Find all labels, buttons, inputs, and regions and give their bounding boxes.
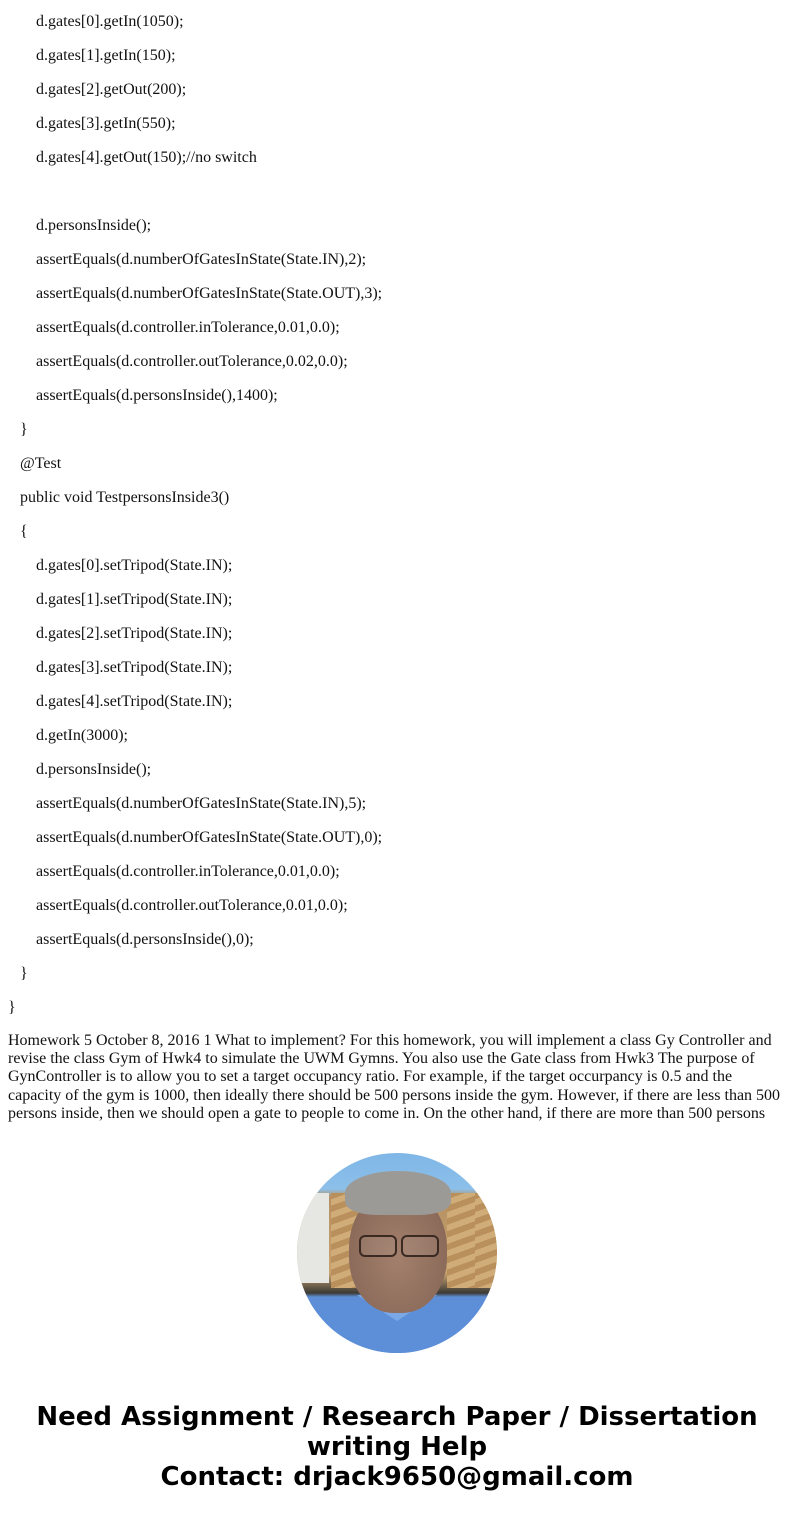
code-line: @Test (20, 455, 62, 472)
code-line: } (8, 999, 16, 1016)
code-line: d.gates[2].setTripod(State.IN); (36, 625, 233, 642)
photo-hair (345, 1171, 451, 1215)
code-line: assertEquals(d.personsInside(),1400); (36, 387, 278, 404)
code-line: d.gates[0].getIn(1050); (36, 13, 184, 30)
code-line: assertEquals(d.numberOfGatesInState(State.IN),2); (36, 251, 367, 268)
code-line: d.getIn(3000); (36, 727, 128, 744)
banner-contact-email[interactable]: Contact: drjack9650@gmail.com (160, 1462, 634, 1492)
photo-background-wall (297, 1193, 329, 1283)
code-line: assertEquals(d.controller.inTolerance,0.01,0.0); (36, 863, 340, 880)
author-photo (297, 1153, 497, 1353)
code-line: d.gates[3].getIn(550); (36, 115, 176, 132)
banner-line-1: Need Assignment / Research Paper / Dissertation (36, 1402, 758, 1432)
homework-description: Homework 5 October 8, 2016 1 What to implement? For this homework, you will implement a class Gy Controller and revise the class Gym of Hwk4 to simulate the UWM Gymns. You also use the Gate class from Hwk3 The purpose of GynController is to allow you to set a target occupancy ratio. For example, if the target occurpancy is 0.5 and the capacity of the gym is 1000, then ideally there should be 500 persons inside the gym. However, if there are less than 500 persons inside, then we should open a gate to people to come in. On the other hand, if there are more than 500 persons (8, 1032, 781, 1122)
code-line: d.gates[1].setTripod(State.IN); (36, 591, 233, 608)
code-line: d.gates[0].setTripod(State.IN); (36, 557, 233, 574)
code-line: public void TestpersonsInside3() (20, 489, 230, 506)
code-line: assertEquals(d.controller.outTolerance,0.01,0.0); (36, 897, 348, 914)
photo-background-panel (447, 1193, 475, 1288)
code-line: } (20, 965, 28, 982)
code-line: assertEquals(d.numberOfGatesInState(State.OUT),3); (36, 285, 383, 302)
banner-line-2: writing Help (306, 1432, 488, 1462)
photo-glasses (401, 1235, 439, 1257)
contact-banner (0, 1402, 794, 1492)
code-line: assertEquals(d.numberOfGatesInState(State.IN),5); (36, 795, 367, 812)
code-line: d.personsInside(); (36, 217, 152, 234)
code-line: d.gates[4].getOut(150);//no switch (36, 149, 257, 166)
code-line: d.gates[3].setTripod(State.IN); (36, 659, 233, 676)
code-line: assertEquals(d.personsInside(),0); (36, 931, 254, 948)
code-line: d.gates[1].getIn(150); (36, 47, 176, 64)
photo-glasses (359, 1235, 397, 1257)
code-line: assertEquals(d.controller.inTolerance,0.01,0.0); (36, 319, 340, 336)
code-line: d.gates[4].setTripod(State.IN); (36, 693, 233, 710)
code-line: { (20, 523, 28, 540)
photo-background-panel (475, 1193, 497, 1288)
code-line: assertEquals(d.controller.outTolerance,0.02,0.0); (36, 353, 348, 370)
code-line: d.personsInside(); (36, 761, 152, 778)
code-line: assertEquals(d.numberOfGatesInState(State.OUT),0); (36, 829, 383, 846)
code-line: d.gates[2].getOut(200); (36, 81, 187, 98)
code-line: } (20, 421, 28, 438)
